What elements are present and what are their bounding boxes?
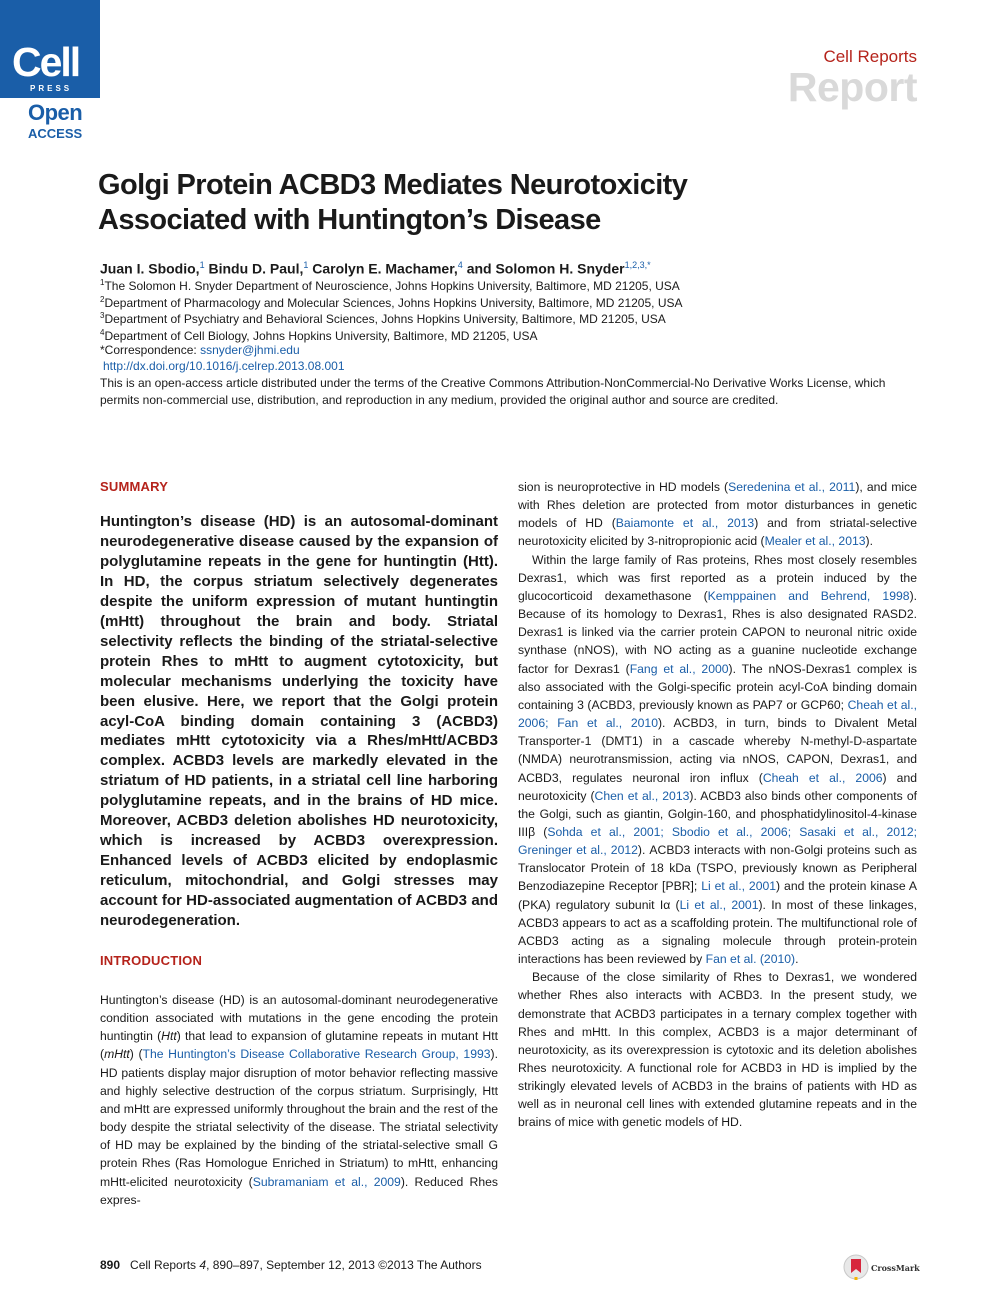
citation-link[interactable]: Fang et al., 2000 <box>629 661 729 676</box>
affiliation-number: 4 <box>100 328 105 337</box>
correspondence-email-link[interactable]: ssnyder@jhmi.edu <box>200 343 300 357</box>
title-line-1: Golgi Protein ACBD3 Mediates Neurotoxicity <box>98 169 688 201</box>
crossmark-button[interactable] <box>843 1252 921 1282</box>
article-title <box>98 168 818 238</box>
text-run: ), and mice with Rhes deletion are protected from motor disturbances in genetic models of HD ( <box>518 480 917 531</box>
text-run: ). ACBD3 also binds other components of the Golgi, such as giantin, Golgin-160, and phosphatidylinositol-4-kinase IIIβ ( <box>518 788 917 839</box>
text-run: ). HD patients display major disruption of motor behavior reflecting massive and highly selective destruction of the corpus striatum. Surprisingly, Htt and mHtt are expressed uniformly throughout the brain and the rest of the body despite the striatal selectivity of the disease. The striatal selectivity of HD may be explained by the binding of the striatal-selective small G protein Rhes (Ras Homologue Enriched in Striatum) to mHtt, enhancing mHtt-elicited neurotoxicity ( <box>100 1047 498 1189</box>
article-type: Report <box>787 64 917 110</box>
page-footer <box>100 1258 482 1272</box>
affiliation-text: Department of Pharmacology and Molecular Sciences, Johns Hopkins University, Baltimore, MD 21205, USA <box>104 296 683 310</box>
citation-link[interactable]: Sohda et al., 2001; Sbodio et al., 2006; Sasaki et al., 2012; Greninger et al., 2012 <box>518 824 918 858</box>
citation-link[interactable]: Mealer et al., 2013 <box>764 534 866 549</box>
affiliation-number: 2 <box>100 295 105 304</box>
summary-text: Huntington’s disease (HD) is an autosomal-dominant neurodegenerative disease caused by the expansion of polyglutamine repeats in the gene for huntingtin (Htt). In HD, the corpus striatum selectively degenerates despite the uniform expression of mutant huntingtin (mHtt) throughout the brain and body. Striatal selectivity reflects the binding of the striatal-selective protein Rhes to mHtt to augment cytotoxicity, but molecular mechanisms underlying the toxicity have been elusive. Here, we report that the Golgi protein acyl-CoA binding domain containing 3 (ACBD3) mediates mHtt cytotoxicity via a Rhes/mHtt/ACBD3 complex. ACBD3 levels are markedly elevated in the striatum of HD patients, in a striatal cell line harboring polyglutamine repeats, and in the brains of HD mice. Moreover, ACBD3 deletion abolishes HD neurotoxicity, which is increased by ACBD3 overexpression. Enhanced levels of ACBD3 elicited by endoplasmic reticulum, mitochondrial, and Golgi stresses may account for HD-associated augmentation of ACBD3 and neurodegeneration. <box>100 513 498 930</box>
affiliation-text: The Solomon H. Snyder Department of Neuroscience, Johns Hopkins University, Baltimore, MD 21205, USA <box>104 279 680 293</box>
gene-name: Htt <box>161 1029 177 1044</box>
text-run: Within the large family of Ras proteins, Rhes most closely resembles Dexras1, which was first reported as a protein induced by the glucocorticoid dexamethasone ( <box>518 552 917 603</box>
citation-link[interactable]: Li et al., 2001 <box>701 879 777 894</box>
intro-column-left <box>100 991 498 1209</box>
affiliation-number: 1 <box>100 278 105 287</box>
correspondence-label: *Correspondence: <box>100 343 201 357</box>
citation-link[interactable]: Baiamonte et al., 2013 <box>615 516 755 531</box>
intro-paragraph-1-part-a <box>100 991 498 1209</box>
text-run: ) and neurotoxicity ( <box>518 770 918 803</box>
open-access-open: Open <box>28 100 83 125</box>
author-name: Juan I. Sbodio, <box>100 260 200 277</box>
citation-link[interactable]: Cheah et al., 2006 <box>762 770 883 785</box>
doi-link[interactable]: http://dx.doi.org/10.1016/j.celrep.2013.08.001 <box>103 359 345 373</box>
author-name: and Solomon H. Snyder <box>466 260 625 277</box>
footer-citation: Cell Reports <box>130 1258 200 1272</box>
journal-name: Cell Reports <box>823 47 917 66</box>
text-run: ) and the protein kinase A (PKA) regulatory subunit Iα ( <box>518 879 917 912</box>
text-run: ) and from striatal-selective neurotoxicity elicited by 3-nitropropionic acid ( <box>518 516 917 549</box>
title-line-2: Associated with Huntington’s Disease <box>98 204 601 236</box>
author-affiliation-mark[interactable]: 4 <box>457 260 463 270</box>
text-run: ). Because of its homology to Dexras1, Rhes is also designated RASD2. Dexras1 is linked via the carrier protein CAPON to neuronal nitric oxide synthase (nNOS), with NO acting as a guanine nucleotide exchange factor for Dexras1 ( <box>518 588 918 676</box>
license-statement: This is an open-access article distributed under the terms of the Creative Commons Attribution-NonCommercial-No Derivative Works License, which permits non-commercial use, distribution, and reproduction in any medium, provided the original author and source are credited. <box>100 376 886 407</box>
citation-link[interactable]: Seredenina et al., 2011 <box>728 480 856 494</box>
citation-link[interactable]: Chen et al., 2013 <box>594 788 690 803</box>
crossmark-icon <box>843 1252 921 1282</box>
logo-press-text: PRESS <box>30 84 73 93</box>
text-run: Because of the close similarity of Rhes to Dexras1, we wondered whether Rhes also interacts with ACBD3. In the present study, we demonstrate that ACBD3 participates in a ternary complex together with Rhes and mHtt. In this complex, ACBD3 is a major determinant of neurotoxicity, as its overexpression is cytotoxic and its deletion abolishes Rhes neurotoxicity. A functional role for ACBD3 in HD is implied by the strikingly elevated levels of ACBD3 in the brains of patients with HD as well as in neuronal cell lines with extended glutamine repeats and in the brains of mice with genetic models of HD. <box>518 970 917 1130</box>
footer-citation-rest: , 890–897, September 12, 2013 ©2013 The Authors <box>206 1258 482 1272</box>
introduction-heading: INTRODUCTION <box>100 953 203 968</box>
author-affiliation-mark[interactable]: 1,2,3,* <box>624 260 651 270</box>
footer-volume: 4 <box>199 1258 207 1272</box>
citation-link[interactable]: The Huntington’s Disease Collaborative Research Group, 1993 <box>142 1047 491 1062</box>
summary-heading: SUMMARY <box>100 479 169 494</box>
affiliation-number: 3 <box>100 311 105 320</box>
citation-link[interactable]: Li et al., 2001 <box>679 897 759 912</box>
open-access-access: ACCESS <box>28 126 83 141</box>
author-name: Carolyn E. Machamer, <box>312 260 458 277</box>
intro-paragraph-2 <box>518 551 917 969</box>
gene-name: mHtt <box>104 1047 130 1062</box>
page-number: 890 <box>100 1258 121 1272</box>
citation-link[interactable]: Fan et al. (2010) <box>705 952 796 967</box>
text-run: ). ACBD3, in turn, binds to Divalent Metal Transporter-1 (DMT1) in a cascade whereby N-methyl-D-aspartate (NMDA) neurotransmission, acting via nNOS, CAPON, Dexras1, and ACBD3, regulates neuronal iron influx ( <box>518 716 917 785</box>
column-continuation-text: sion is neuroprotective in HD models ( <box>518 480 729 494</box>
correspondence <box>100 342 920 358</box>
citation-link[interactable]: Kemppainen and Behrend, 1998 <box>707 588 910 603</box>
citation-link[interactable]: Subramaniam et al., 2009 <box>252 1174 401 1189</box>
logo-cell-text: Cell <box>12 39 80 85</box>
text-run: ). In most of these linkages, ACBD3 appears to act as a scaffolding protein. The multifunctional role of ACBD3 acting as a signaling molecule through protein-protein interactions has been reviewed by <box>518 897 918 967</box>
text-run: ). ACBD3 interacts with non-Golgi proteins such as Translocator Protein of 18 kDa (TSPO, previously known as Peripheral Benzodiazepine Receptor [PBR]; <box>518 843 917 894</box>
text-run: Huntington’s disease (HD) is an autosomal-dominant neurodegenerative condition associated with mutations in the gene encoding the protein huntingtin ( <box>100 993 498 1044</box>
citation-link[interactable]: Cheah et al., 2006; Fan et al., 2010 <box>518 697 918 731</box>
text-run: ) ( <box>129 1047 143 1062</box>
author-name: Bindu D. Paul, <box>208 260 304 277</box>
intro-paragraph-3 <box>518 968 917 1131</box>
intro-column-right <box>518 478 917 1132</box>
text-run: . <box>795 952 799 967</box>
text-run: ). The nNOS-Dexras1 complex is also associated with the Golgi-specific protein acyl-CoA binding domain containing 3 (ACBD3, previously known as PAP7 or GCP60; <box>518 661 917 712</box>
text-run: ). <box>865 534 873 549</box>
affiliation-text: Department of Psychiatry and Behavioral Sciences, Johns Hopkins University, Baltimore, MD 21205, USA <box>104 312 666 326</box>
crossmark-label: CrossMark <box>871 1263 920 1273</box>
affiliation-text: Department of Cell Biology, Johns Hopkins University, Baltimore, MD 21205, USA <box>104 329 538 343</box>
author-affiliation-mark[interactable]: 1 <box>199 260 205 270</box>
intro-paragraph-1-part-b <box>518 478 917 551</box>
author-affiliation-mark[interactable]: 1 <box>303 260 309 270</box>
text-run: ) that lead to expansion of glutamine repeats in mutant Htt ( <box>100 1029 498 1062</box>
column-break-text: ). Reduced Rhes expres- <box>100 1174 498 1207</box>
